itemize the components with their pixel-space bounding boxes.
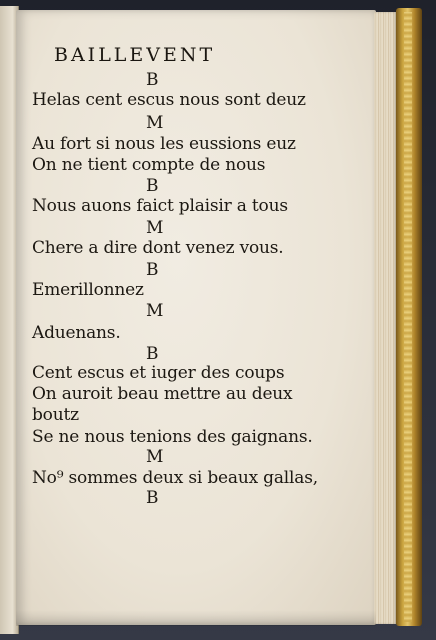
verse-line: Aduenans.: [32, 323, 121, 343]
verse-line: Helas cent escus nous sont deuz: [32, 90, 306, 110]
speaker-label: B: [146, 176, 159, 196]
verse-line: On auroit beau mettre au deux: [32, 384, 293, 404]
speaker-label: B: [146, 260, 159, 280]
speaker-label: M: [146, 447, 164, 467]
verse-line: Se ne nous tenions des gaignans.: [32, 427, 313, 447]
running-head: BAILLEVENT: [54, 44, 216, 66]
page-shadow: [16, 610, 376, 626]
verse-line: No⁹ sommes deux si beaux gallas,: [32, 468, 318, 488]
speaker-label: B: [146, 70, 159, 90]
verse-line: On ne tient compte de nous: [32, 155, 266, 175]
speaker-label: M: [146, 113, 164, 133]
speaker-label: M: [146, 301, 164, 321]
verse-line: Cent escus et iuger des coups: [32, 363, 285, 383]
verse-line: Chere a dire dont venez vous.: [32, 238, 284, 258]
speaker-label: M: [146, 218, 164, 238]
page-block-edges: [374, 12, 396, 624]
verse-line: Emerillonnez: [32, 280, 144, 300]
speaker-label: B: [146, 344, 159, 364]
gilt-edge-pattern: [404, 12, 412, 622]
verse-line: Au fort si nous les eussions euz: [32, 134, 296, 154]
verse-line: Nous auons faict plaisir a tous: [32, 196, 288, 216]
verse-line: boutz: [32, 405, 79, 425]
speaker-label: B: [146, 488, 159, 508]
